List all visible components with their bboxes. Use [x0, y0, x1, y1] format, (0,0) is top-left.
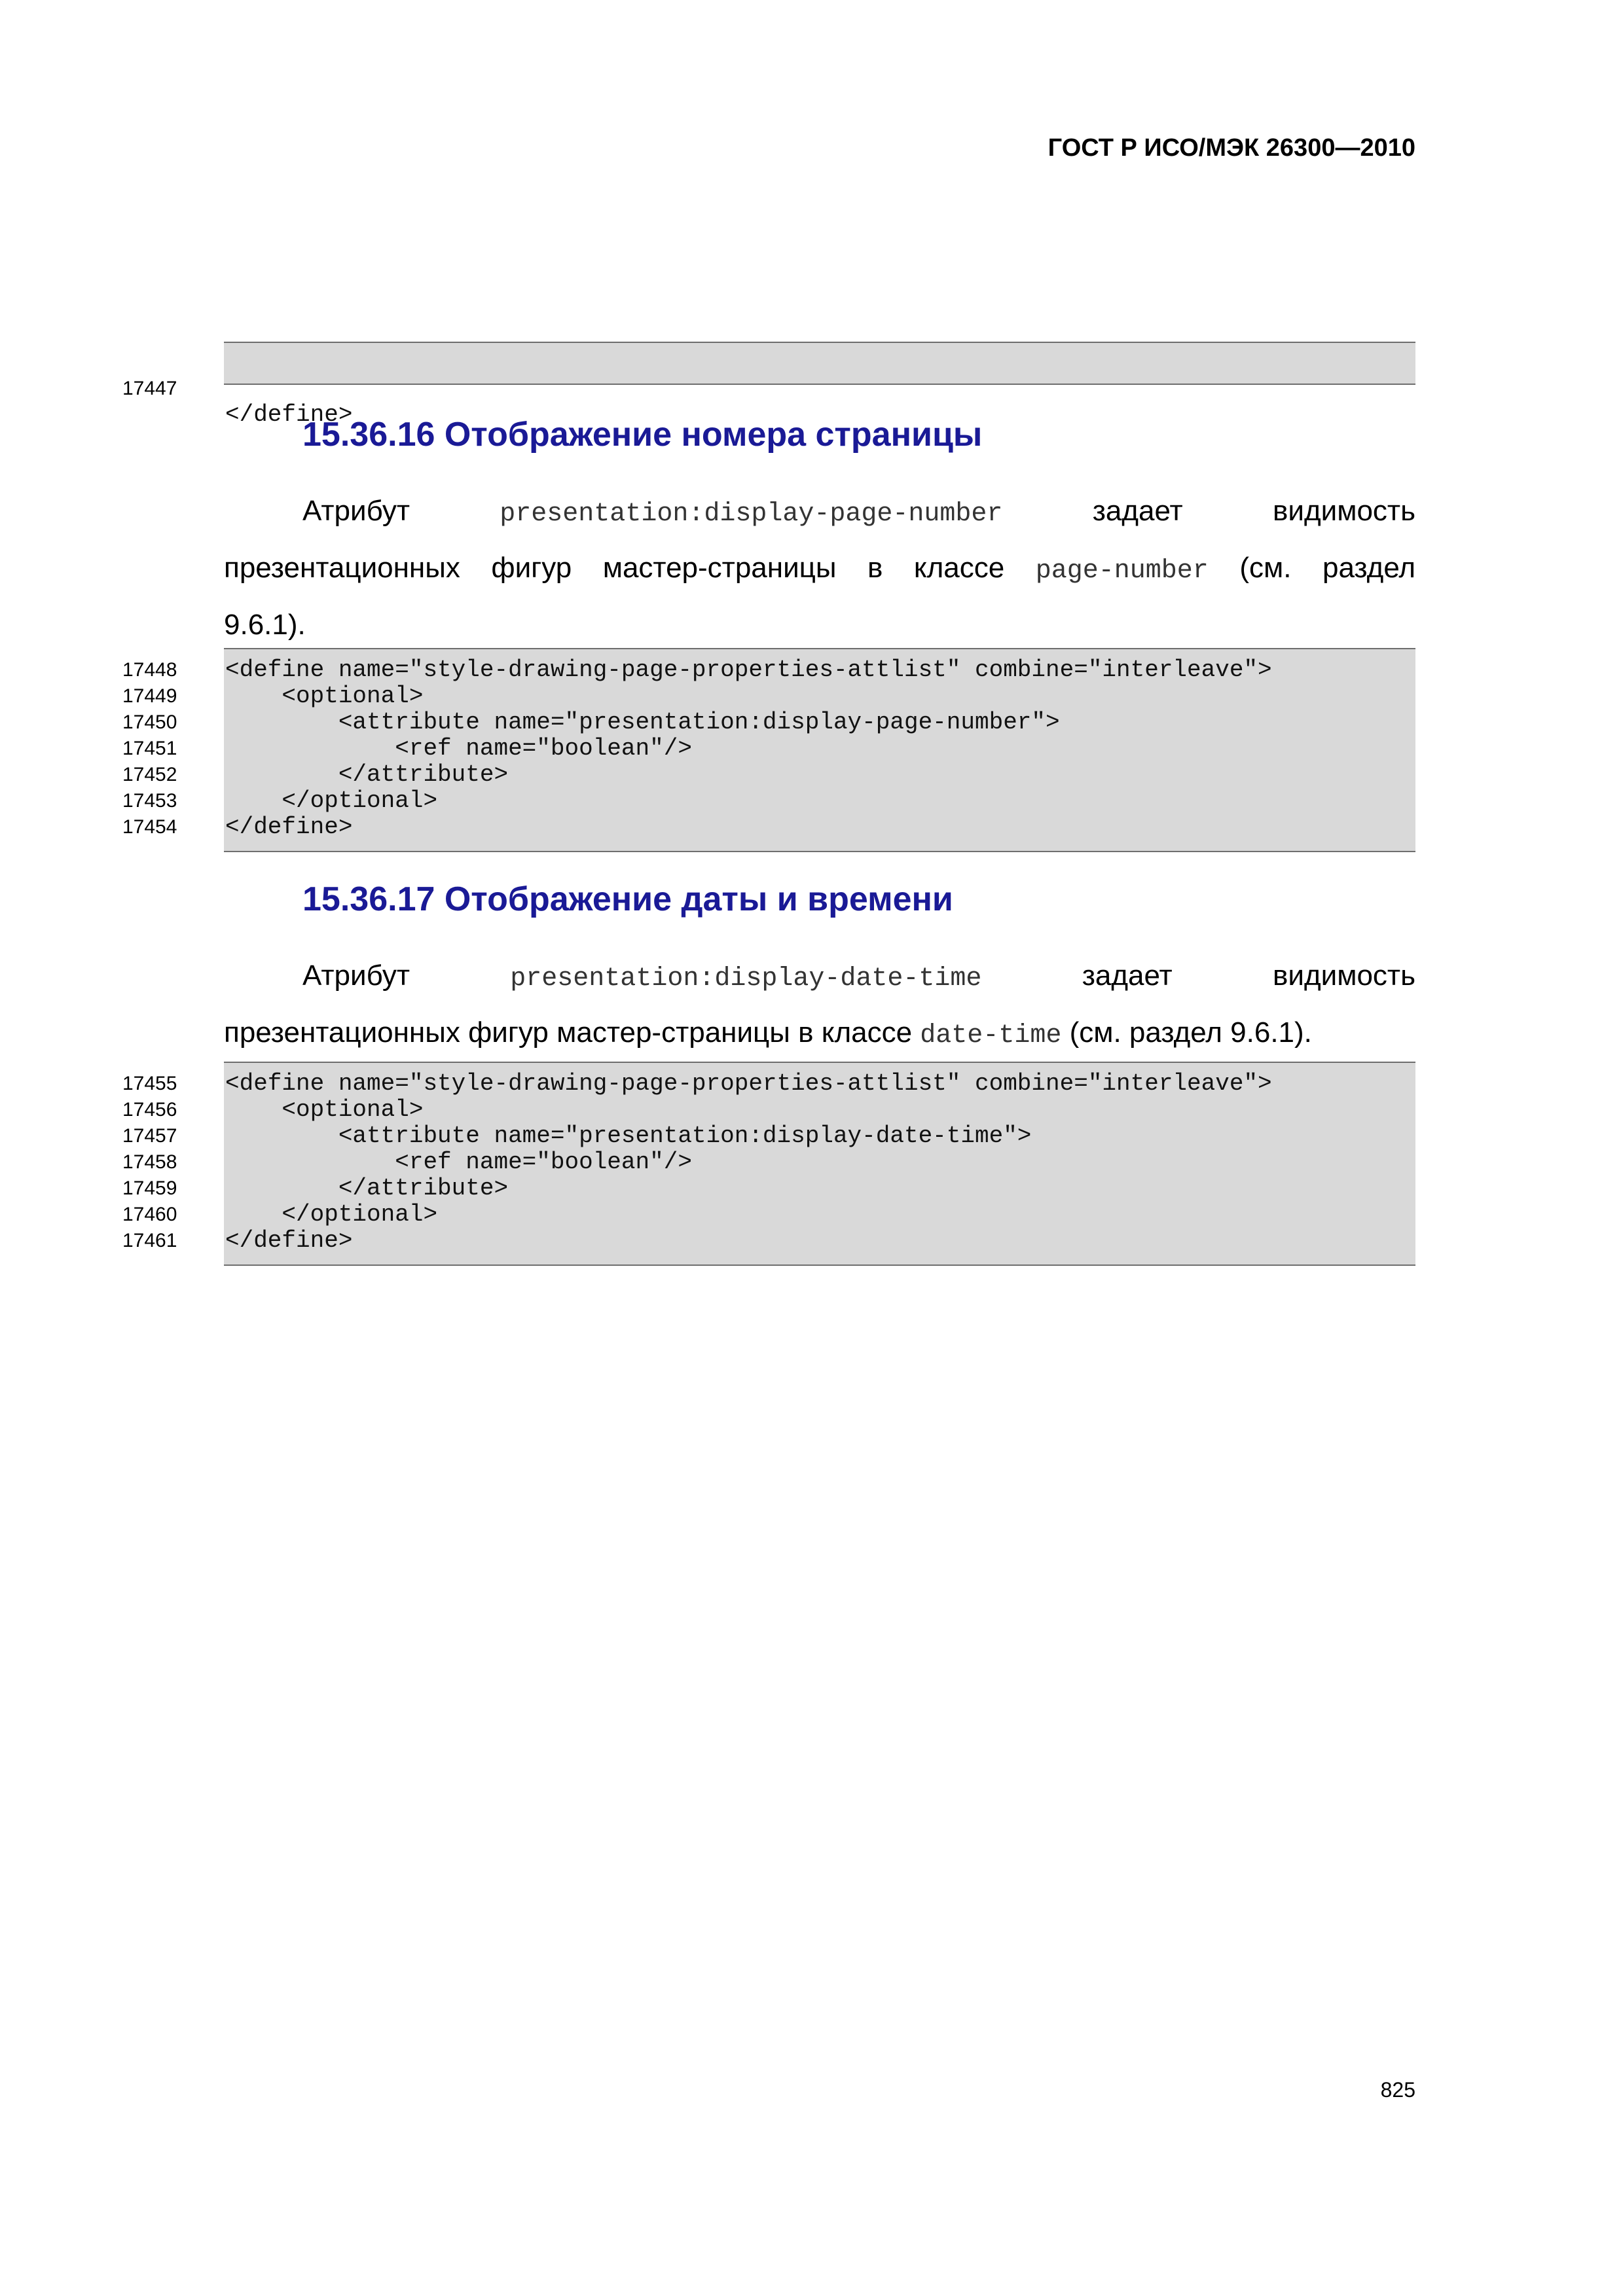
paragraph — [224, 949, 1415, 1063]
word: раздел — [1322, 552, 1415, 584]
word: видимость — [1272, 495, 1415, 527]
word: презентационных фигур мастер-страницы в классе — [224, 1016, 921, 1049]
code-line — [122, 656, 1415, 683]
word: 9.6.1). — [224, 609, 306, 641]
word: мастер-страницы — [602, 552, 837, 584]
section-title: 15.36.17 Отображение даты и времени — [302, 880, 953, 918]
code-text: <define name="style-drawing-page-properties-attlist" combine="interleave"> — [225, 1070, 1272, 1097]
word: фигур — [491, 552, 572, 584]
code-text: <attribute name="presentation:display-page-number"> — [225, 709, 1060, 736]
code-line — [122, 1122, 1415, 1149]
word: Атрибут — [302, 960, 410, 992]
code-line — [122, 1227, 1415, 1254]
line-number: 17451 — [122, 738, 177, 759]
code-line — [122, 709, 1415, 736]
code-line — [122, 350, 1415, 428]
line-number: 17452 — [122, 764, 177, 785]
code-text: <optional> — [225, 683, 424, 709]
code-block-1 — [122, 342, 1415, 428]
paragraph-line — [224, 484, 1415, 541]
code-text: </define> — [225, 1227, 353, 1254]
code-text: </attribute> — [225, 761, 509, 788]
code-text: <optional> — [225, 1096, 424, 1123]
inline-code: date-time — [920, 1021, 1062, 1050]
code-line — [122, 814, 1415, 840]
line-number: 17448 — [122, 659, 177, 681]
code-line — [122, 1149, 1415, 1175]
code-text: <attribute name="presentation:display-date-time"> — [225, 1122, 1032, 1149]
paragraph — [224, 484, 1415, 652]
page-number: 825 — [1380, 2078, 1415, 2102]
inline-code: page-number — [1035, 556, 1209, 586]
word: презентационных — [224, 552, 460, 584]
line-number: 17458 — [122, 1151, 177, 1173]
code-text: </optional> — [225, 1201, 438, 1228]
code-line — [122, 735, 1415, 762]
document-header: ГОСТ Р ИСО/МЭК 26300—2010 — [1048, 134, 1415, 162]
inline-code: presentation:display-page-number — [500, 499, 1003, 529]
paragraph-line — [224, 598, 1415, 652]
line-number: 17457 — [122, 1125, 177, 1147]
code-line — [122, 1201, 1415, 1228]
line-number: 17454 — [122, 816, 177, 838]
line-number: 17447 — [122, 378, 177, 399]
word: задает — [1082, 960, 1173, 992]
code-text: </optional> — [225, 787, 438, 814]
code-line — [122, 1096, 1415, 1123]
code-text: <ref name="boolean"/> — [225, 1149, 692, 1175]
code-text: </attribute> — [225, 1175, 509, 1202]
section-title: 15.36.16 Отображение номера страницы — [302, 416, 983, 454]
line-number: 17450 — [122, 711, 177, 733]
paragraph-line — [224, 949, 1415, 1006]
line-number: 17460 — [122, 1204, 177, 1225]
code-line — [122, 761, 1415, 788]
paragraph-line — [224, 541, 1415, 598]
line-number: 17453 — [122, 790, 177, 812]
word: (см. раздел 9.6.1). — [1061, 1016, 1312, 1049]
code-text: </define> — [225, 401, 353, 428]
word: видимость — [1272, 960, 1415, 992]
inline-code: presentation:display-date-time — [510, 964, 982, 994]
word: задает — [1092, 495, 1183, 527]
word: Атрибут — [302, 495, 410, 527]
code-text: <define name="style-drawing-page-properties-attlist" combine="interleave"> — [225, 656, 1272, 683]
code-line — [122, 787, 1415, 814]
code-line — [122, 1070, 1415, 1097]
line-number: 17455 — [122, 1073, 177, 1094]
word: классе — [913, 552, 1005, 584]
word: в — [867, 552, 883, 584]
code-line — [122, 1175, 1415, 1202]
word: (см. — [1239, 552, 1292, 584]
code-block-3 — [122, 1062, 1415, 1266]
code-block-2 — [122, 648, 1415, 852]
line-number: 17461 — [122, 1230, 177, 1251]
code-text: <ref name="boolean"/> — [225, 735, 692, 762]
line-number: 17459 — [122, 1177, 177, 1199]
line-number: 17456 — [122, 1099, 177, 1121]
line-number: 17449 — [122, 685, 177, 707]
code-text: </define> — [225, 814, 353, 840]
code-line — [122, 683, 1415, 709]
paragraph-line — [224, 1006, 1415, 1063]
